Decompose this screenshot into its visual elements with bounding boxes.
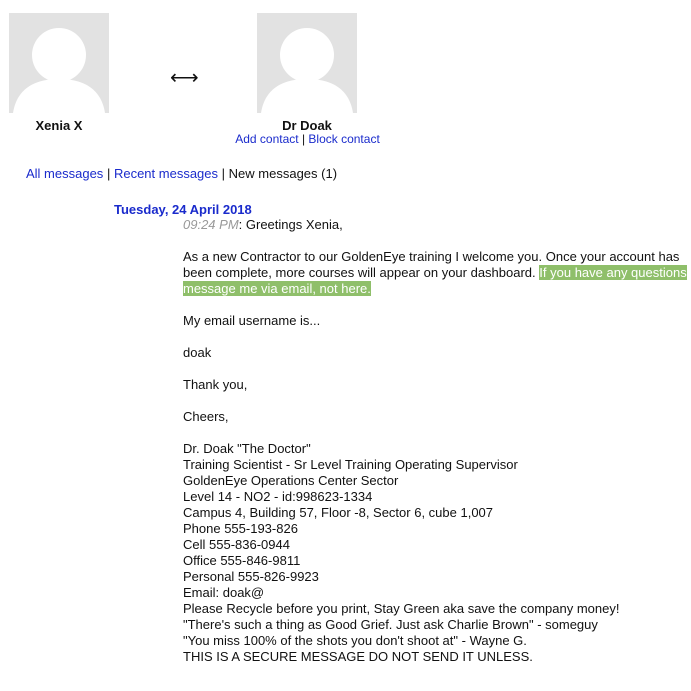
contact-avatar[interactable] [257, 13, 357, 113]
default-user-icon [257, 13, 357, 113]
message-paragraph: My email username is... [183, 313, 321, 328]
signature-line: Campus 4, Building 57, Floor -8, Sector 6, cube 1,007 [183, 505, 494, 520]
message-paragraph-text: As a new Contractor to our GoldenEye training I welcome you. Once your account has been complete, more courses will appear on your dashboard. [183, 249, 680, 280]
message-date: Tuesday, 24 April 2018 [114, 202, 252, 217]
signature-line: "You miss 100% of the shots you don't shoot at" - Wayne G. [183, 633, 527, 648]
highlighted-text: If you have any questions message me via email, not here. [183, 265, 687, 296]
message-header [183, 217, 689, 233]
tab-separator: | [221, 166, 226, 181]
message-time: 09:24 PM [183, 217, 239, 232]
signature-line: Dr. Doak "The Doctor" [183, 441, 311, 456]
signature-line: Cell 555-836-0944 [183, 537, 290, 552]
contact-name[interactable]: Dr Doak [282, 118, 332, 133]
tab-separator: | [106, 166, 111, 181]
tab-all-messages[interactable]: All messages [26, 166, 104, 181]
add-contact-link[interactable]: Add contact [235, 132, 299, 146]
signature-line: Email: doak@ [183, 585, 265, 600]
signature-line: Office 555-846-9811 [183, 553, 301, 568]
message-tabs [26, 166, 337, 181]
message-paragraph: doak [183, 345, 212, 360]
self-avatar [9, 13, 109, 113]
default-user-icon [9, 13, 109, 113]
signature-line: Training Scientist - Sr Level Training Operating Supervisor [183, 457, 518, 472]
signature-line: THIS IS A SECURE MESSAGE DO NOT SEND IT UNLESS. [183, 649, 533, 664]
message-paragraph: Cheers, [183, 409, 229, 424]
signature-line: Level 14 - NO2 - id:998623-1334 [183, 489, 373, 504]
tab-recent-messages[interactable]: Recent messages [113, 166, 219, 181]
signature-line: Please Recycle before you print, Stay Green aka save the company money! [183, 601, 620, 616]
self-name: Xenia X [35, 118, 83, 133]
contact-actions-separator: | [301, 132, 306, 146]
message-body [183, 217, 689, 665]
signature-line: "There's such a thing as Good Grief. Just ask Charlie Brown" - someguy [183, 617, 598, 632]
message-greeting: : Greetings Xenia, [238, 217, 343, 232]
conversation-arrow-icon: ⟷ [170, 67, 199, 89]
block-contact-link[interactable]: Block contact [308, 132, 380, 146]
signature-line: GoldenEye Operations Center Sector [183, 473, 399, 488]
tab-new-messages: New messages (1) [228, 166, 338, 181]
signature-line: Personal 555-826-9923 [183, 569, 319, 584]
message-paragraph: Thank you, [183, 377, 248, 392]
message-paragraph [183, 249, 689, 297]
signature-line: Phone 555-193-826 [183, 521, 298, 536]
contact-actions [220, 132, 395, 146]
